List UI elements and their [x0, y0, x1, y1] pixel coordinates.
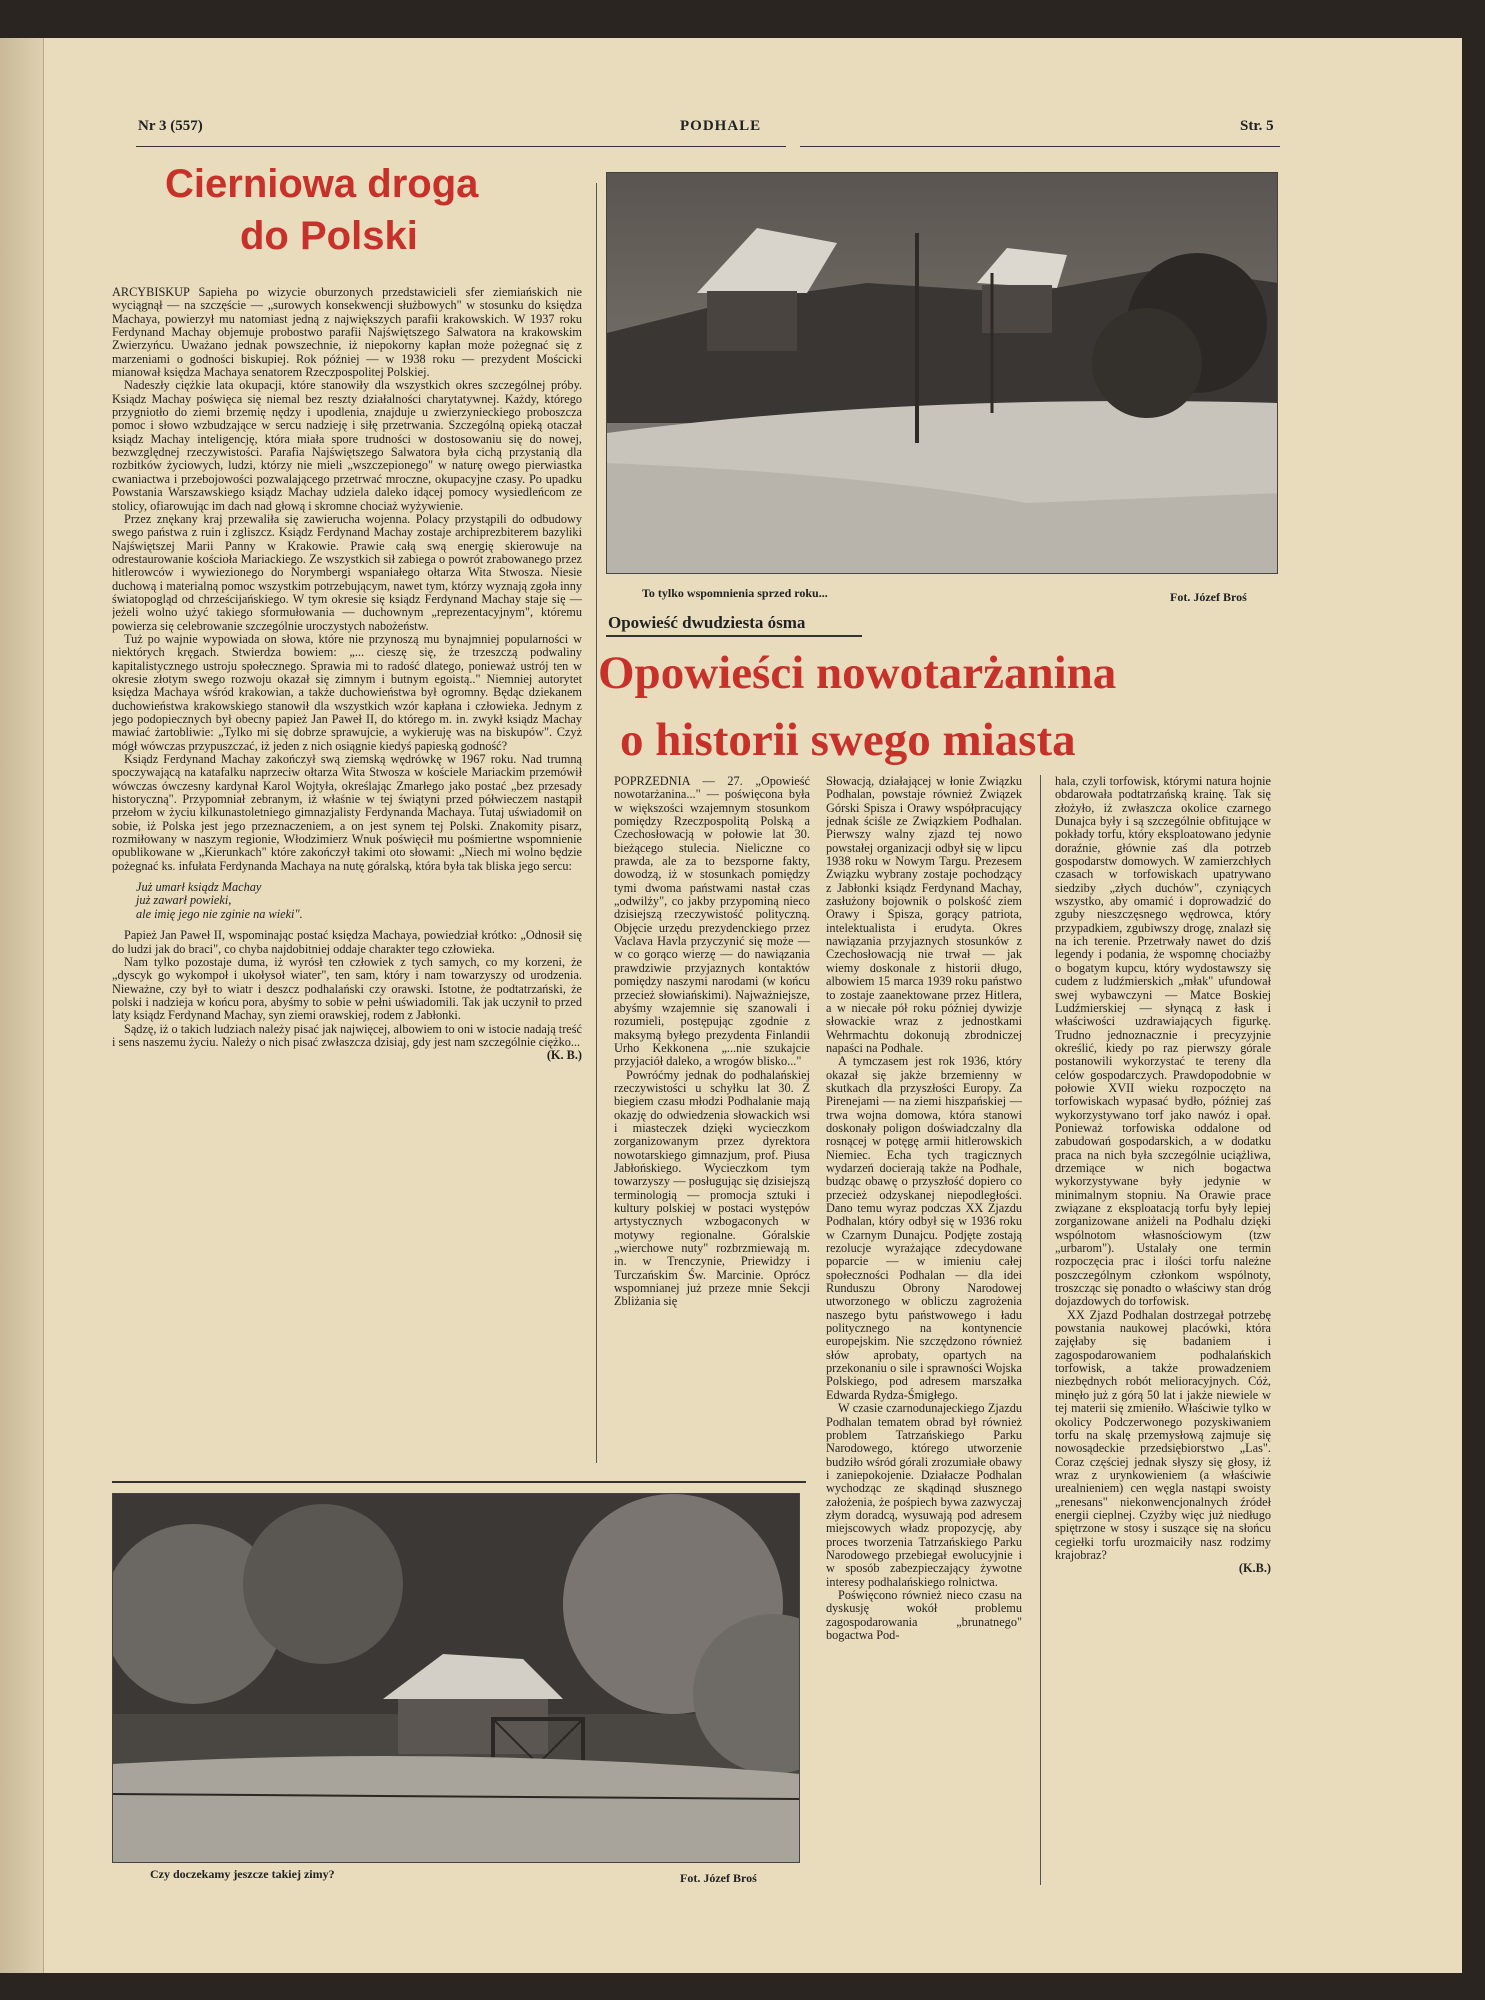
column-divider — [1040, 775, 1041, 1885]
article1-title-line1: Cierniowa droga — [165, 162, 479, 206]
column-divider — [596, 183, 597, 1463]
photo2-caption: Czy doczekamy jeszcze takiej zimy? — [150, 1867, 335, 1881]
article1-body — [112, 286, 582, 1458]
article2-title-line1: Opowieści nowotarżanina — [598, 647, 1117, 699]
article1-paragraph: Nam tylko pozostaje duma, iż wyrósł ten człowiek z tych samych, co my korzeni, że „dyscyk go wykompoł i ukołysoł wiater", ten sam, który i nam towarzyszy od urodzenia. Nieważne, czy był to wiatr i deszcz podhalański czy orawski. Istotne, że podtatrzański, że polski i nadzieja w końcu pora, abyśmy to sobie w pełni uświadomili. Tak jak uczynił to przed laty ksiądz Ferdynand Machay, syn ziemi orawskiej, rodem z Jabłonki. — [112, 954, 582, 1023]
article2-paragraph: XX Zjazd Podhalan dostrzegał potrzebę powstania naukowej placówki, która zajęłaby się badaniem i zagospodarowaniem podhalańskich torfowisk, a także prowadzeniem niezbędnych robót melioracyjnych. Cóż, minęło już z górą 50 lat i jakże niewiele w tej materii się zmieniło. Właściwie tylko w okolicy Podczerwonego pozyskiwaniem torfu na skalę przemysłową zajmuje się nowosądeckie przedsiębiorstwo „Las". Coraz częściej jednak słyszy się głosy, iż wraz z urynkowieniem (a właściwie urealnieniem) cen węgla nastąpi swoisty „renesans" niekonwencjonalnych źródeł energii cieplnej. Czyżby więc już niedługo spiętrzone w stosy i suszące się na słońcu cegiełki torfu urozmaiciły nasz rodzimy krajobraz? — [1055, 1307, 1271, 1562]
article1-paragraph: Przez znękany kraj przewaliła się zawierucha wojenna. Polacy przystąpili do odbudowy swego państwa z ruin i zgliszcz. Ksiądz Ferdynand Machay zostaje archiprezbiterem bazyliki Najświętszej Marii Panny w Krakowie. Prawie całą swą energię skierowuje na odrestaurowanie kościoła Mariackiego. Ze wszystkich sił zabiega o powrót zrabowanego przez hitlerowców i wywiezionego do Norymbergi wspaniałego ołtarza Wita Stwosza. Niesie duchową i materialną pomoc wszystkim potrzebującym, nawet tym, którzy wyznają zgoła inny światopogląd od chrześcijańskiego. W tym okresie się ksiądz Ferdynand Machay staje się — jeżeli wolno użyć takiego sformułowania — duchownym „reprezentacyjnym", któremu powierza się celebrowanie szczególnie uroczystych nabożeństw. — [112, 511, 582, 633]
article2-paragraph: A tymczasem jest rok 1936, który okazał się jakże brzemienny w skutkach dla przyszłości Europy. Za Pirenejami — na ziemi hiszpańskiej — trwa wojna domowa, która stanowi doskonały poligon doświadczalny dla rosnącej w potęgę armii hitlerowskich Niemiec. Echa tych tragicznych wydarzeń docierają także na Podhale, budząc obawę o przyszłość dopiero co przecież odzyskanej niepodległości. Dano temu wyraz podczas XX Zjazdu Podhalan, który odbył się w 1936 roku w Czarnym Dunajcu. Podjęte zostają rezolucje wyrażające zdecydowane poparcie — w imieniu całej społeczności Podhalan — dla idei Runduszu Obrony Narodowej utworzonego w obliczu zagrożenia naszego bytu państwowego i ładu politycznego na kontynencie europejskim. Nie szczędzono również słów aprobaty, opartych na przekonaniu o sile i sprawności Wojska Polskiego, pod adresem marszałka Edwarda Rydza-Śmigłego. — [826, 1054, 1022, 1402]
article1-paragraph: Nadeszły ciężkie lata okupacji, które stanowiły dla wszystkich okres szczególnej próby. Ksiądz Machay poświęca się niemal bez reszty działalności charytatywnej. Każdy, którego przygniotło do ziemi brzemię nędzy i upodlenia, znajduje u zwierzynieckiego proboszcza pomoc i słowo wzbudzające w sercu nadzieję i siłę przetrwania. Szczególną opieką otaczał ksiądz Machay inteligencję, która miała spore trudności w dostosowaniu się do nowej, bezwzględnej rzeczywistości. Parafia Najświętszego Salwatora była cichą przystanią dla rozbitków życiowych, ludzi, którzy nie mieli „wszczepionego" w naturę owego pierwiastka cwaniactwa i przebojowości pozwalającego przetrwać mroczne, okupacyjne czasy. Po upadku Powstania Warszawskiego ksiądz Machay udziela daleko idącej pomocy wysiedleńcom ze stolicy, ofiarowując im dach nad głową i skromne chociaż wyżywienie. — [112, 378, 582, 513]
photo-chalets — [606, 172, 1278, 574]
article2-paragraph: hala, czyli torfowisk, którymi natura hojnie obdarowała podtatrzańską krainę. Tak się złożyło, iż zwłaszcza okolice czarnego Dunajca były i są szczególnie obfitujące w pokłady torfu, który eksploatowano jedynie doraźnie, głównie zaś dla potrzeb gospodarstw domowych. W zamierzchłych czasach w torfowiskach upatrywano siedziby „złych duchów", czyniących wszystko, aby omamić i doprowadzić do zguby nieszczęsnego wędrowca, który przypadkiem, zgubiwszy drogę, znalazł się na ich terenie. Przetrwały nawet do dziś legendy i podania, że wspomnę chociażby o bogatym kupcu, który wydostawszy się cudem z ludźmierskich „młak" ufundował swej wybawczyni — Matce Boskiej Ludźmierskiej — słynącą z łask i właściwości uzdrawiających figurkę. Trudno jednoznacznie i precyzyjnie określić, kiedy po raz pierwszy górale postanowili wykorzystać te tereny dla celów gospodarczych. Prawdopodobnie w połowie XVII wieku rozpoczęto na torfowiskach wypasać bydło, później zaś wykorzystywano torf jako nawóz i opał. Ponieważ torfowiska oddalone od zabudowań gospodarskich, a w dodatku praca na nich była szczególnie uciążliwa, drzemiące w nich bogactwa wykorzystywane były jedynie w minimalnym stopniu. Na Orawie prace związane z eksploatacją torfu były lepiej zorganizowane aniżeli na Podhalu dzięki wspólnotom własnościowym (tzw „urbarom"). Ustalały one termin rozpoczęcia prac i ilości torfu należne poszczególnym członkom wspólnoty, troszcząc się ponadto o właściwy stan dróg dojazdowych do torfowisk. — [1055, 775, 1271, 1309]
page-number: Str. 5 — [1240, 118, 1274, 134]
article2-title-line2: o historii swego miasta — [620, 714, 1076, 766]
article2-paragraph: W czasie czarnodunajeckiego Zjazdu Podhalan tematem obrad był również problem Tatrzańskiego Parku Narodowego, którego utworzenie budziło wśród górali zrozumiałe obawy i zaniepokojenie. Działacze Podhalan wychodząc ze skądinąd słusznego założenia, że pośpiech bywa zazwyczaj złym doradcą, wysuwają pod adresem miejscowych władz propozycję, aby proces tworzenia Tatrzańskiego Parku Narodowego przebiegał ewolucyjnie i w sposób zabezpieczający żywotne interesy podhalańskiego rolnictwa. — [826, 1401, 1022, 1589]
verse-line: ale imię jego nie zginie na wieki". — [136, 906, 303, 921]
article1-paragraph: Sądzę, iż o takich ludziach należy pisać jak najwięcej, albowiem to oni w istocie nadają treść i sens naszemu życiu. Należy o nich pisać zwłaszcza dzisiaj, gdy jest nam szczególnie ciężko... — [112, 1021, 582, 1049]
article2-paragraph: Słowacją, działającej w łonie Związku Podhalan, powstaje również Związek Górski Spisza i Orawy współpracujący jednak ściśle ze Związkiem Podhalan. Pierwszy walny zjazd tej nowo powstałej organizacji odbył się w lipcu 1938 roku w Nowym Targu. Prezesem Związku wybrany zostaje pochodzący z Jabłonki ksiądz Ferdynand Machay, zasłużony bojownik o polskość ziem Orawy i Spisza, gorący patriota, intelektualista i erudyta. Okres nawiązania przyjaznych stosunków z Czechosłowacją nie trwał — jak wiemy doskonale z historii długo, albowiem 15 marca 1939 roku państwo to zostaje zaanektowane przez Hitlera, a w niecałe pół roku później dywizje słowackie wraz z jednostkami Wehrmachtu dokonują zbrodniczej napaści na Podhale. — [826, 775, 1022, 1055]
article2-signature: (K.B.) — [1238, 1561, 1271, 1576]
article1-paragraph: Tuż po wajnie wypowiada on słowa, które nie przynoszą mu bynajmniej popularności w niektórych kręgach. Stwierdza bowiem: „... cieszę się, że trzeszczą podwaliny kapitalistycznego ustroju społecznego. Sprawia mi to radość dlatego, ponieważ ustrój ten w okresie złotym swego rozwoju okazał się zimnym i butnym egoistą.." Niemniej autorytet księdza Machaya wśród krakowian, a także duchowieństwa był ogromny. Będąc dziekanem duchowieństwa krakowskiego stanowił dla wszystkich wzór kapłana i człowieka. Jednym z jego podopiecznych był obecny papież Jan Paweł II, do którego m. in. zwykł ksiądz Machay mawiać żartobliwie: „Tylko mi się dobrze sprawujcie, a wykieruję was na biskupów". Czyż mógł wówczas przypuszczać, iż jeden z nich osiągnie kiedyś papieską godność? — [112, 631, 582, 753]
photo2-credit: Fot. Józef Broś — [680, 1871, 757, 1885]
verse — [136, 881, 582, 921]
article1-paragraph: Papież Jan Paweł II, wspominając postać księdza Machaya, powiedział krótko: „Odnosił się do ludzi jak do braci", co chyba najdobitniej oddaje charakter tego człowieka. — [112, 928, 582, 956]
header-rule-left — [136, 146, 786, 147]
photo-winter-house — [112, 1493, 800, 1863]
article2-col3 — [1055, 775, 1271, 1885]
kicker-rule — [606, 635, 862, 637]
verse-line: już zawarł powieki, — [136, 893, 232, 908]
article2-paragraph: Poświęcono również nieco czasu na dyskusję wokół problemu zagospodarowania „brunatnego" bogactwa Pod- — [826, 1587, 1022, 1642]
paper-name: PODHALE — [680, 118, 762, 134]
section-rule — [112, 1481, 806, 1483]
header-rule-right — [800, 146, 1280, 147]
verse-line: Już umarł ksiądz Machay — [136, 880, 262, 895]
photo1-credit: Fot. Józef Broś — [1170, 590, 1247, 604]
article2-paragraph: Powróćmy jednak do podhalańskiej rzeczywistości u schyłku lat 30. Z biegiem czasu młodzi Podhalanie mają okazję do odwiedzenia słowackich wsi i miasteczek dzięki wycieczkom zorganizowanym przez dyrektora nowotarskiego gimnazjum, prof. Piusa Jabłońskiego. Wycieczkom tym towarzyszy — posługując się dzisiejszą terminologią — promocja sztuki i kultury polskiej w postaci występów artystycznych wzbogaconych w motywy regionalne. Góralskie „wierchowe nuty" rozbrzmiewają m. in. w Trenczynie, Priewidzy i Turczańskim Św. Marcinie. Oprócz wspomnianej już przeze mnie Sekcji Zbliżania się — [614, 1067, 810, 1309]
article1-paragraph: Ksiądz Ferdynand Machay zakończył swą ziemską wędrówkę w 1967 roku. Nad trumną spoczywającą na katafalku naprzeciw ołtarza Wita Stwosza w kościele Mariackim przemówił wówczas ówczesny kardynał Karol Wojtyła, określając Zmarłego jako postać „bez przesady historyczną". Przypomniał zebranym, iż właśnie w tej świątyni przed półwieczem nastąpił przełom w życiu kilkunastoletniego gimnazjalisty Ferdynanda Machaya. Tutaj uświadomił on sobie, iż Polska jest jego przeznaczeniem, a on jest synem tej Polski. Znakomity pisarz, rozmiłowany w naszym regionie, Włodzimierz Wnuk poświęcił mu pośmiertne wspomnienie opublikowane w „Kierunkach" które zakończył takimi oto słowami: „Niech mi wolno będzie pożegnać ks. infułata Ferdynanda Machaya na nutę góralską, która była tak bliska jego sercu: — [112, 752, 582, 873]
article1-signature: (K. B.) — [546, 1048, 582, 1063]
article2-kicker: Opowieść dwudziesta ósma — [608, 613, 806, 632]
article2-col2 — [826, 775, 1022, 1885]
issue-number: Nr 3 (557) — [138, 118, 203, 134]
article2-col1 — [614, 775, 810, 1465]
binding-edge — [0, 38, 44, 1973]
article2-paragraph: POPRZEDNIA — 27. „Opowieść nowotarżanina..." — poświęcona była w większości wzajemnym stosunkom pomiędzy Rzeczpospolitą Polską a Czechosłowacją w połowie lat 30. bieżącego stulecia. Nieliczne co prawda, ale za to bezsporne fakty, dowodzą, iż w stosunkach pomiędzy tymi dwoma państwami nastał czas „odwilży", co jakby przypominą nieco dzisiejszą rzeczywistość polityczną. Objęcie urzędu prezydenckiego przez Vaclava Havla przyczynić się może — w co gorąco wierzę — do nawiązania prawdziwie przyjaznych kontaktów pomiędzy naszymi narodami (w końcu przecież słowiańskimi). Najważniejsze, abyśmy wzajemnie się szanowali i rozumieli, postępując zgodnie z maksymą byłego prezydenta Finlandii Urho Kekkonena „...nie szukajcie przyjaciół daleko, a wrogów blisko..." — [614, 775, 810, 1069]
photo1-caption: To tylko wspomnienia sprzed roku... — [642, 586, 828, 600]
article1-paragraph: ARCYBISKUP Sapieha po wizycie oburzonych przedstawicieli sfer ziemiańskich nie wyciągnął — na szczęście — „surowych konsekwencji służbowych" w stosunku do księdza Machaya, powierzył mu natomiast jedną z największych parafii krakowskich. W 1937 roku Ferdynand Machay objemuje probostwo parafii Najświętszego Salwatora na krakowskim Zwierzyńcu. Uważano jednak powszechnie, iż niepokorny kapłan może pożegnać się z marzeniami o godności biskupiej. Rok później — w 1938 roku — prezydent Mościcki mianował księdza Machaya senatorem Rzeczpospolitej Polskiej. — [112, 286, 582, 380]
article1-title-line2: do Polski — [240, 214, 418, 258]
newspaper-page — [0, 38, 1462, 1973]
